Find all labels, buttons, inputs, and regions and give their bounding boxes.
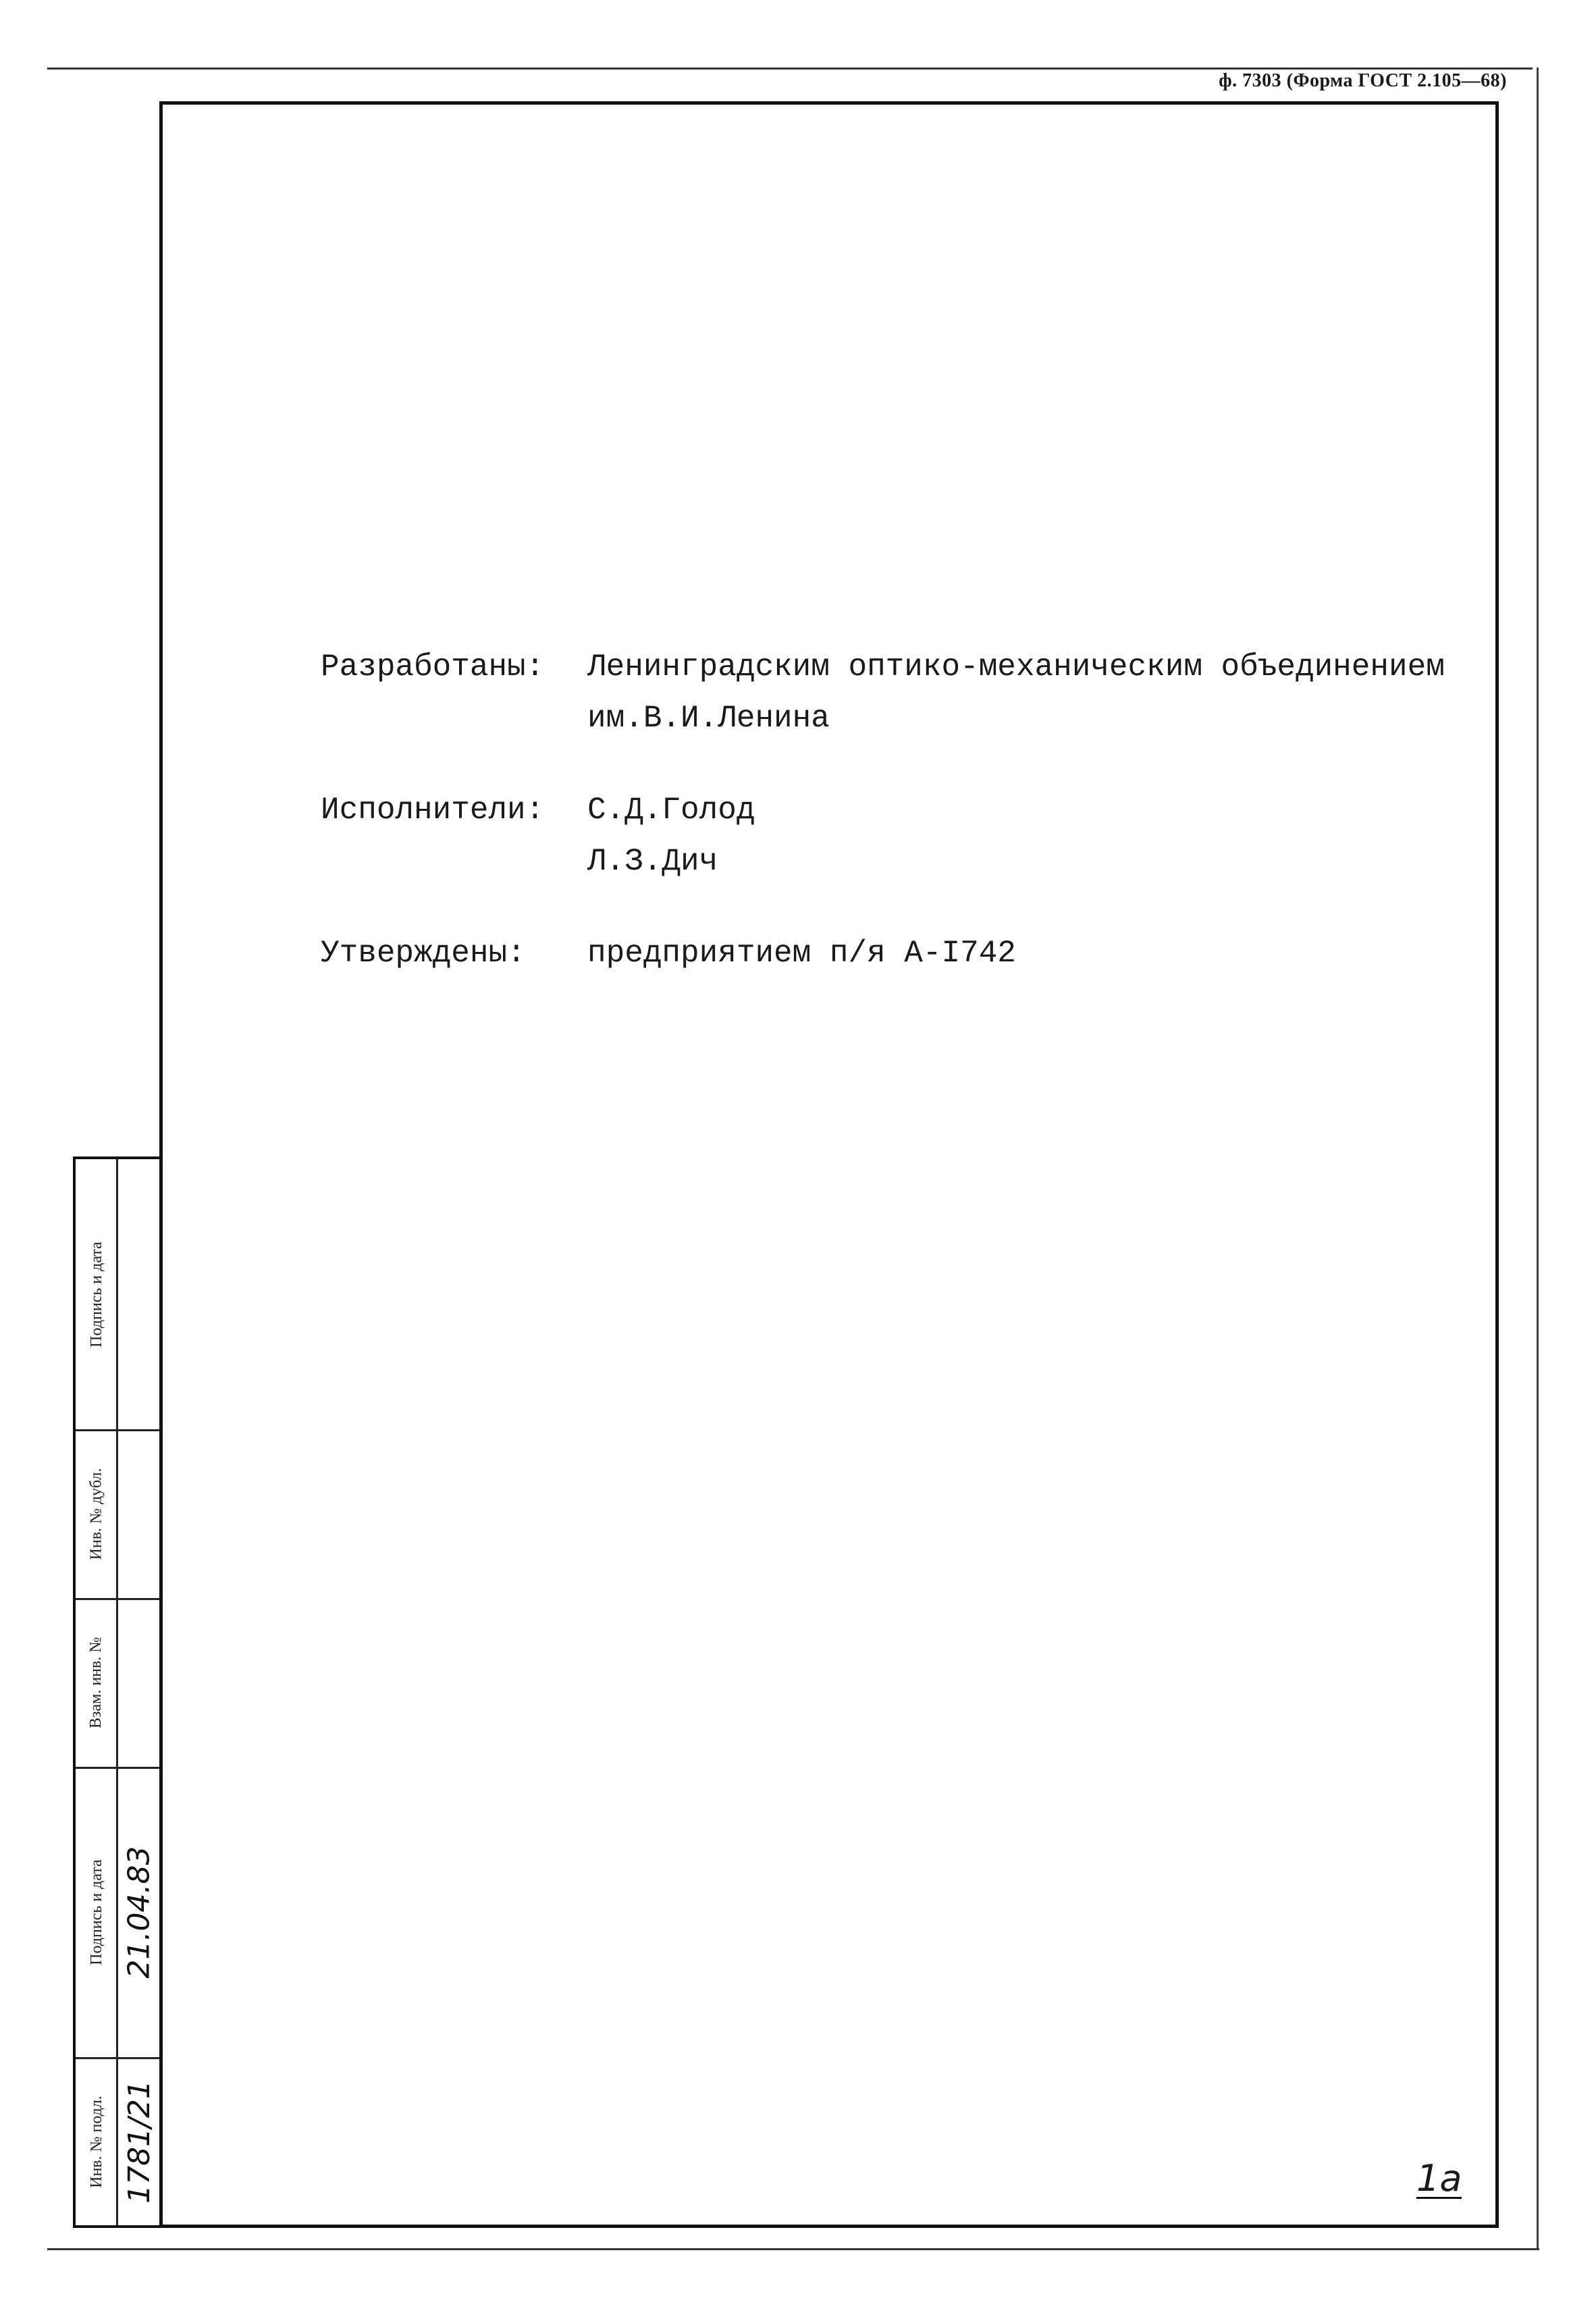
developed-row [321,641,1495,693]
strip-label-replace-inv: Взам. инв. № [87,1637,105,1728]
developed-row-2 [321,693,1495,744]
approved-value: предприятием п/я А-I742 [587,936,1016,971]
executors-row-2 [321,836,1495,887]
approved-label: Утверждены: [321,936,526,971]
page-number: 1a [1416,2157,1462,2200]
executors-label: Исполнители: [321,793,545,828]
strip-label-signature-date: Подпись и дата [87,1241,105,1348]
form-code: ф. 7303 (Форма ГОСТ 2.105—68) [1219,70,1507,91]
handwritten-date: 21.04.83 [122,1846,157,1978]
document-content [321,641,1495,979]
developed-label: Разработаны: [321,649,545,685]
stamp-strip [73,1156,159,2228]
scan-edge-bottom [47,2248,1539,2250]
strip-label-original-inv: Инв. № подл. [87,2095,105,2188]
developed-value-line2: им.В.И.Ленина [587,701,830,736]
executor-1: С.Д.Голод [587,793,755,828]
strip-label-signature-date-2: Подпись и дата [87,1859,105,1965]
developed-value-line1: Ленинградским оптико-механическим объединением [587,649,1445,685]
strip-divider [116,1159,118,2225]
executor-2: Л.З.Дич [587,844,718,879]
scan-edge-right [1537,68,1539,2250]
handwritten-inventory-number: 1781/21 [122,2079,157,2204]
page-frame [159,101,1499,2228]
strip-label-dup-inv: Инв. № дубл. [87,1468,105,1560]
executors-row [321,785,1495,836]
approved-row [321,928,1495,979]
scan-edge-top [47,68,1533,70]
